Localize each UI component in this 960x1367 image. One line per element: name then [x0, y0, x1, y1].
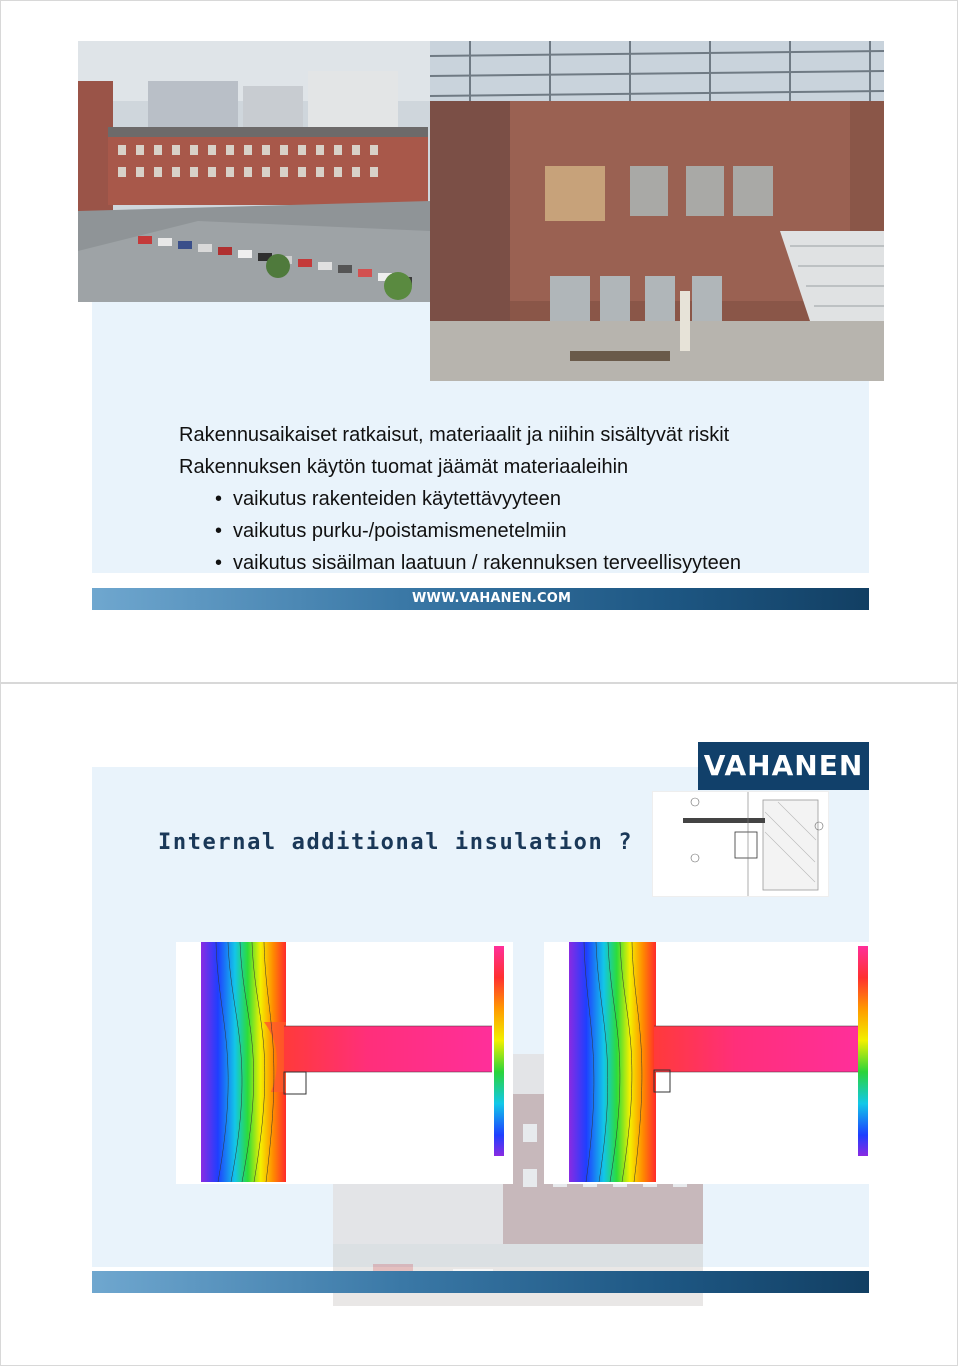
bullet-text: vaikutus rakenteiden käytettävyyteen: [233, 488, 561, 510]
text-line: Rakennuksen käytön tuomat jäämät materiaaleihin: [179, 456, 629, 478]
bullet-marker: •: [215, 520, 223, 542]
bullet-text: vaikutus sisäilman laatuun / rakennuksen terveellisyyteen: [233, 552, 742, 574]
bullet-item: [179, 483, 741, 515]
bullet-list: [179, 419, 741, 579]
text-line: Rakennusaikaiset ratkaisut, materiaalit ja niihin sisältyvät riskit: [179, 424, 730, 446]
slide-2: [0, 683, 958, 1366]
slide-title: Internal additional insulation ?: [158, 830, 634, 855]
street-view-photo: [78, 41, 430, 302]
bullet-item: [179, 515, 741, 547]
bullet-item: [179, 547, 741, 579]
slide-1: [0, 0, 958, 683]
construction-interior-photo: [430, 41, 884, 381]
bullet-marker: •: [215, 488, 223, 510]
bullet-text: vaikutus purku-/poistamismenetelmiin: [233, 520, 567, 542]
thermal-simulation-right: [544, 942, 878, 1184]
bullet-marker: •: [215, 552, 223, 574]
wall-detail-drawing: [652, 791, 829, 897]
vahanen-logo: VAHANEN: [698, 742, 869, 790]
footer-bar: [92, 588, 869, 610]
thermal-simulation-left: [176, 942, 513, 1184]
footer-bar: [92, 1271, 869, 1293]
footer-url[interactable]: WWW.VAHANEN.COM: [412, 591, 572, 606]
